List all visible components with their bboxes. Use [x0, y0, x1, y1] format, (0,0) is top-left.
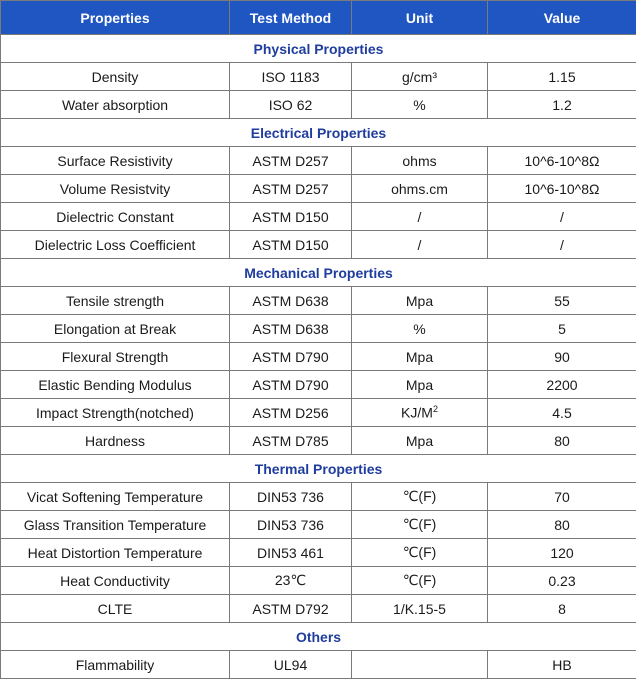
cell-value: 90	[488, 343, 636, 371]
cell-test-method: DIN53 461	[230, 539, 352, 567]
cell-unit: ℃(F)	[352, 483, 488, 511]
header-test-method: Test Method	[230, 1, 352, 35]
section-header-row	[1, 259, 636, 287]
cell-property: Tensile strength	[1, 287, 230, 315]
cell-property: Impact Strength(notched)	[1, 399, 230, 427]
cell-value: 80	[488, 511, 636, 539]
cell-test-method: ASTM D792	[230, 595, 352, 623]
cell-test-method: ASTM D257	[230, 147, 352, 175]
table-row	[1, 427, 636, 455]
table-row	[1, 203, 636, 231]
table-row	[1, 399, 636, 427]
section-title: Physical Properties	[1, 35, 636, 63]
cell-unit: /	[352, 203, 488, 231]
table-row	[1, 651, 636, 679]
cell-property: Dielectric Loss Coefficient	[1, 231, 230, 259]
cell-test-method: ISO 62	[230, 91, 352, 119]
section-title: Thermal Properties	[1, 455, 636, 483]
cell-test-method: ISO 1183	[230, 63, 352, 91]
table-row	[1, 483, 636, 511]
cell-value: 10^6-10^8Ω	[488, 175, 636, 203]
section-title: Mechanical Properties	[1, 259, 636, 287]
table-row	[1, 343, 636, 371]
section-title: Others	[1, 623, 636, 651]
table-row	[1, 595, 636, 623]
table-row	[1, 511, 636, 539]
header-unit: Unit	[352, 1, 488, 35]
cell-unit: ℃(F)	[352, 511, 488, 539]
cell-test-method: ASTM D785	[230, 427, 352, 455]
cell-unit: %	[352, 91, 488, 119]
header-value: Value	[488, 1, 636, 35]
section-header-row	[1, 119, 636, 147]
cell-unit: ohms	[352, 147, 488, 175]
cell-property: Hardness	[1, 427, 230, 455]
cell-test-method: ASTM D256	[230, 399, 352, 427]
cell-property: Dielectric Constant	[1, 203, 230, 231]
cell-test-method: ASTM D150	[230, 203, 352, 231]
cell-property: Elongation at Break	[1, 315, 230, 343]
cell-unit: ohms.cm	[352, 175, 488, 203]
cell-test-method: ASTM D150	[230, 231, 352, 259]
table-row	[1, 91, 636, 119]
table-row	[1, 287, 636, 315]
table-row	[1, 63, 636, 91]
table-row	[1, 567, 636, 595]
cell-property: Vicat Softening Temperature	[1, 483, 230, 511]
cell-test-method: ASTM D257	[230, 175, 352, 203]
cell-value: 120	[488, 539, 636, 567]
cell-test-method: 23℃	[230, 567, 352, 595]
cell-test-method: ASTM D638	[230, 287, 352, 315]
cell-value: HB	[488, 651, 636, 679]
cell-value: 1.15	[488, 63, 636, 91]
cell-value: 2200	[488, 371, 636, 399]
cell-property: Flexural Strength	[1, 343, 230, 371]
cell-value: 8	[488, 595, 636, 623]
cell-test-method: DIN53 736	[230, 483, 352, 511]
table-header	[1, 1, 636, 35]
cell-property: Glass Transition Temperature	[1, 511, 230, 539]
table-row	[1, 147, 636, 175]
table-row	[1, 539, 636, 567]
section-header-row	[1, 455, 636, 483]
cell-value: 10^6-10^8Ω	[488, 147, 636, 175]
table-body	[1, 35, 636, 679]
cell-unit: Mpa	[352, 287, 488, 315]
header-properties: Properties	[1, 1, 230, 35]
section-title: Electrical Properties	[1, 119, 636, 147]
cell-property: Elastic Bending Modulus	[1, 371, 230, 399]
cell-unit: g/cm³	[352, 63, 488, 91]
cell-unit: Mpa	[352, 371, 488, 399]
cell-unit: Mpa	[352, 343, 488, 371]
cell-unit	[352, 651, 488, 679]
cell-value: 80	[488, 427, 636, 455]
table-row	[1, 315, 636, 343]
cell-test-method: ASTM D790	[230, 371, 352, 399]
cell-unit: ℃(F)	[352, 567, 488, 595]
cell-test-method: ASTM D638	[230, 315, 352, 343]
cell-unit: %	[352, 315, 488, 343]
cell-property: Heat Distortion Temperature	[1, 539, 230, 567]
section-header-row	[1, 623, 636, 651]
cell-value: 70	[488, 483, 636, 511]
cell-property: Surface Resistivity	[1, 147, 230, 175]
cell-value: 1.2	[488, 91, 636, 119]
cell-value: 55	[488, 287, 636, 315]
cell-property: Volume Resistvity	[1, 175, 230, 203]
table-row	[1, 231, 636, 259]
cell-unit: /	[352, 231, 488, 259]
cell-test-method: ASTM D790	[230, 343, 352, 371]
section-header-row	[1, 35, 636, 63]
cell-unit: 1/K.15-5	[352, 595, 488, 623]
cell-property: CLTE	[1, 595, 230, 623]
cell-value: /	[488, 203, 636, 231]
cell-unit: ℃(F)	[352, 539, 488, 567]
table-row	[1, 371, 636, 399]
cell-property: Density	[1, 63, 230, 91]
cell-property: Flammability	[1, 651, 230, 679]
cell-test-method: DIN53 736	[230, 511, 352, 539]
cell-value: /	[488, 231, 636, 259]
unit-superscript: 2	[433, 404, 438, 414]
cell-value: 4.5	[488, 399, 636, 427]
cell-unit: Mpa	[352, 427, 488, 455]
cell-value: 5	[488, 315, 636, 343]
cell-property: Heat Conductivity	[1, 567, 230, 595]
table-row	[1, 175, 636, 203]
cell-property: Water absorption	[1, 91, 230, 119]
unit-text: KJ/M	[401, 405, 433, 421]
cell-value: 0.23	[488, 567, 636, 595]
cell-test-method: UL94	[230, 651, 352, 679]
cell-unit	[352, 399, 488, 427]
